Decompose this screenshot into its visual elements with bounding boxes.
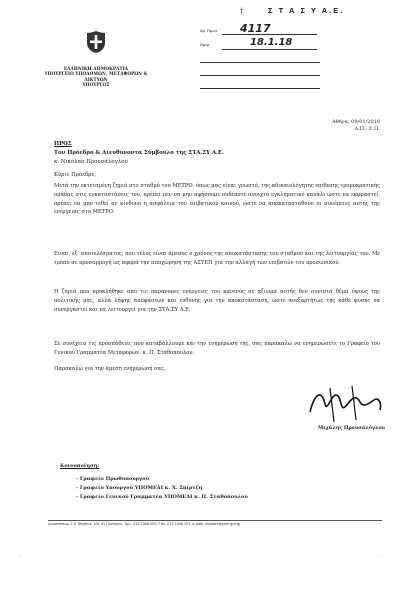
body-paragraph: Μετά την εκτεταμένη ζημιά στο σταθμό του ΜΕΤΡΟ, όπως μας είναι γνωστό, της αδικαιολόγητης επίθεσης τρομοκρατικής ομάδας στις εγκαταστάσεις του, πρέπει μεν να μην αφήσουμε ουδέποτε ανοιχτό εγκληματικό κανάλι ώστε να εκφραστεί, πρέπει να μην τεθεί σε κίνδυνο η ασφάλεια του επιβατικού κοινού, ώστε να αποκατασταθούν οι συνέπειες αυτής της ενέργειας στο ΜΕΤΡΟ. bbox=[54, 183, 380, 216]
footer-address: Αναστάσεως 2 & Τσιγάντε, 101 91 Παπάγου, Τηλ.: 213 1308 000, Fax: 213 1308 101, e-mail: minister@yme.gov.gr bbox=[48, 522, 241, 526]
stamp-title: Σ Τ Α Σ Υ Α.Ε. bbox=[268, 6, 345, 15]
body-paragraph: Ειναι, εξ’ αποτελέσματος, που τέλος είναι άμεσος ο χρόνος της αποκατάστασης του σταθμού και της λειτουργίας του. Με τρόπο σε προσαρμογή ως αφορά την αποχώρηση της ΑΣΥΕΠ για την αλλαγή των επιβατών του προσωπικού. bbox=[54, 251, 380, 266]
scan-mark: · bbox=[378, 553, 380, 559]
handwritten-signature bbox=[300, 382, 390, 427]
greek-emblem-icon bbox=[85, 30, 107, 54]
stamp-line bbox=[222, 49, 317, 50]
protocol-line: Α.Π.: Σ.Π. bbox=[354, 125, 380, 132]
stamp-line bbox=[200, 88, 320, 89]
greeting: Κύριε Πρόεδρε, bbox=[54, 172, 96, 178]
stamp-number: 4117 bbox=[240, 22, 271, 35]
stamp-line bbox=[200, 62, 320, 63]
body-paragraph: Παρακαλώ για την άμεση ενημέρωσή σας. bbox=[54, 366, 166, 372]
stamp-line bbox=[200, 75, 320, 76]
body-paragraph: Η ζημιά που προκλήθηκε από τις παρανομες ενέργειες του κανενός σε αξιωμα αυτής δεν συνιστά θέμα ύψους της πολιτικής μας, αλλά λήψης αποφάσεων και ευθύνης για την αποκατάσταση, ώστε ανεξαρτήτως της κάθε φύσης να συνεργαστεί και να λειτουργεί για την ΣΤΑ.ΣΥ Α.Ε. bbox=[54, 289, 380, 313]
body-paragraph: Σε συνέχεια τις προσπάθειες που καταβάλλουμε και την ενημέρωση της, σας παρακαλώ να ενημερώσετε το Γραφείο του Γενικού Γραμματέα Μεταφορών, κ. Π. Σταθόπουλου. bbox=[54, 341, 380, 356]
recipient-line: κ. Νικόλαο Προυσάλογλου bbox=[54, 158, 128, 165]
scan-mark: · bbox=[20, 553, 22, 559]
stamp-label: Ημερ. bbox=[200, 42, 211, 47]
recipient-heading: ΠΡΟΣ bbox=[54, 141, 72, 147]
date-line: Αθήνα, 09/01/2018 bbox=[331, 119, 380, 125]
distribution-item: - Γραφείο Πρωθυπουργού bbox=[76, 476, 150, 482]
ministry-line: ΥΠΟΥΡΓΕΙΟ ΥΠΟΔΟΜΩΝ, ΜΕΤΑΦΟΡΩΝ & ΔΙΚΤΥΩΝ bbox=[44, 71, 148, 82]
date-block bbox=[310, 119, 380, 132]
ministry-line: ΕΛΛΗΝΙΚΗ ΔΗΜΟΚΡΑΤΙΑ bbox=[63, 66, 129, 71]
footer-rule bbox=[48, 520, 382, 521]
cross-mark: † bbox=[240, 7, 244, 15]
recipient-block bbox=[54, 140, 224, 166]
distribution-title: Κοινοποίηση: bbox=[60, 463, 100, 469]
distribution-item: - Γραφείο Υπουργού ΥΠΟΜΕΔΙ κ. Χ. Σπίρτζη bbox=[76, 485, 203, 491]
stamp-label: Αρ. Πρωτ. bbox=[200, 28, 219, 33]
recipient-line: Τον Πρόεδρο & Διευθύνοντα Σύμβουλο της ΣΤΑ.ΣΥ Α.Ε. bbox=[54, 149, 224, 156]
ministry-line: ΥΠΟΥΡΓΟΣ bbox=[82, 81, 110, 87]
signatory-name: Μιχάλης Προυσάλογλου bbox=[318, 425, 386, 431]
stamp-date: 18.1.18 bbox=[250, 37, 293, 48]
ministry-header bbox=[40, 66, 152, 87]
distribution-item: - Γραφείο Γενικού Γραμματέα ΥΠΟΜΕΔΙ κ. Π. Σταθόπουλου bbox=[76, 494, 248, 500]
